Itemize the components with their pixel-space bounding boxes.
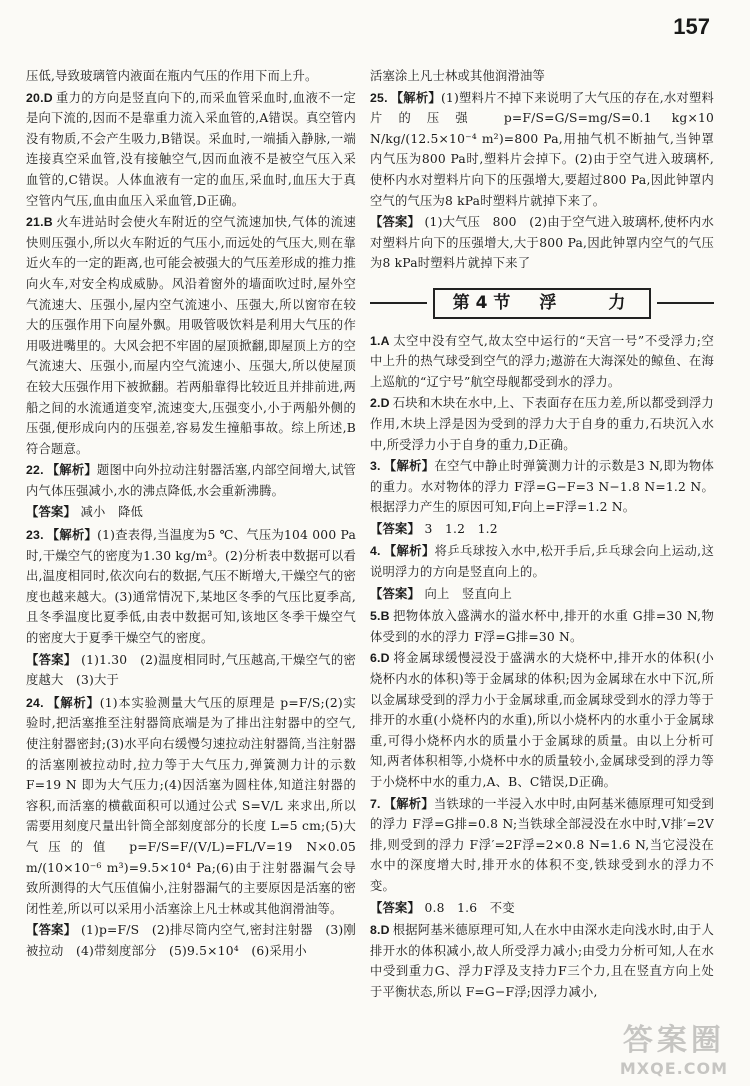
right-column (370, 66, 714, 1004)
body-text: 题图中向外拉动注射器活塞,内部空间增大,试管内气体压强减小,水的沸点降低,水会重新沸腾。 (26, 463, 356, 498)
answer-line (370, 584, 714, 605)
page-number: 157 (673, 14, 710, 39)
answer-tag: 【答案】 (370, 585, 425, 601)
question-item (26, 88, 356, 212)
question-number: 4. (370, 544, 381, 559)
question-number: 2.D (370, 396, 390, 411)
body-text: 石块和木块在水中,上、下表面存在压力差,所以都受到浮力作用,木块上浮是因为受到的浮力大于自身的重力,石块沉入水中,所受浮力小于自身的重力,D正确。 (370, 396, 714, 452)
question-number: 25. (370, 90, 388, 105)
watermark-url: MXQE.COM (619, 1059, 728, 1078)
right-column-bottom (370, 331, 714, 1003)
question-item (26, 693, 356, 920)
question-number: 21.B (26, 215, 53, 230)
watermark-logo (620, 1015, 728, 1078)
answer-line (370, 212, 714, 274)
body-text: 太空中没有空气,故太空中运行的“天宫一号”不受浮力;空中上升的热气球受到空气的浮力;遨游在大海深处的鲸鱼、在海上巡航的“辽宁号”航空母舰都受到水的浮力。 (370, 333, 714, 389)
body-text: 重力的方向是竖直向下的,而采血管采血时,血液不一定是向下流的,因而不是靠重力流入采血管的,A错误。真空管内没有物质,不会产生吸力,B错误。采血时,一端插入静脉,一端连接真空采血管,没有接触空气,因而血液不是被空气压入采血管的,C错误。人体血液有一定的血压,采血时,血压大于真空管内气压,血由血压入采血管,D正确。 (26, 90, 356, 208)
body-text: 将金属球缓慢浸没于盛满水的大烧杯中,排开水的体积(小烧杯内水的体积)等于金属球的体积;因为金属球在水中下沉,所以金属球受到的浮力小于金属球重,而金属球受到水的浮力等于排开的水重(小烧杯内的水重),所以小烧杯内的水重小于金属球重,可得小烧杯内水的质量小于金属球的质量。由以上分析可知,两者体积相等,小烧杯中水的质量较小,金属球受到的浮力等于小烧杯中水的重力,A、B、C错误,D正确。 (370, 651, 714, 789)
question-item (370, 456, 714, 518)
body-text: 把物体放入盛满水的溢水杯中,排开的水重 G排=30 N,物体受到的水的浮力 F浮=G排=30 N。 (370, 609, 714, 644)
body-text: 根据阿基米德原理可知,人在水中由深水走向浅水时,由于人排开水的体积减小,故人所受浮力减小;由受力分析可知,人在水中受到重力G、浮力F浮及支持力F三个力,且在竖直方向上处于平衡状态,所以 F=G−F浮;因浮力减小, (370, 923, 714, 999)
question-item (26, 66, 356, 87)
question-item (370, 88, 714, 212)
answer-tag: 【答案】 (370, 899, 425, 915)
section-rule-left (370, 302, 427, 304)
body-text: 活塞涂上凡士林或其他润滑油等 (370, 69, 545, 83)
section-header (370, 288, 714, 319)
body-text: 火车进站时会使火车附近的空气流速加快,气体的流速快则压强小,所以火车附近的气压小,而远处的气压大,则在靠近火车的一定的距离,也可能会被强大的气压差形成的推力推向火车,对安全构成威胁。风沿着窗外的墙面吹过时,屋外空气流速大、压强小,屋内空气流速小、压强大,所以窗帘在较大的压强作用下向屋外飘。用吸管吸饮料是利用大气压的作用吸进嘴里的。大风会把不牢固的屋顶掀翻,即屋顶上方的空气流速大、压强小,而屋内空气流速小、压强大,所以使屋顶在较大压强作用下被掀翻。若两船靠得比较近且并排前进,两船之间的水流通道变窄,流速变大,压强变小,小于两船外侧的压强,便形成向内的压强差,容易发生撞船事故。综上所述,B符合题意。 (26, 215, 356, 456)
question-number: 3. (370, 459, 381, 474)
answer-tag: 【答案】 (370, 520, 425, 536)
body-text: (1)1.30 (2)温度相同时,气压越高,干燥空气的密度越大 (3)大于 (26, 652, 356, 688)
body-text: (1)查表得,当温度为5 ℃、气压为104 000 Pa时,干燥空气的密度为1.30 kg/m³。(2)分析表中数据可以看出,温度相同时,依次向右的数据,气压不断增大,干燥空气的密度也越来越大。(3)通常情况下,某地区冬季的气压比夏季高,且冬季温度比夏季低,由表中数据可知,该地区冬季干燥空气的密度大于夏季干燥空气的密度。 (26, 528, 356, 646)
answer-line (370, 898, 714, 919)
question-number: 20.D (26, 90, 53, 105)
body-text: (1)p=F/S (2)排尽筒内空气,密封注射器 (3)刚被拉动 (4)带刻度部分 (5)9.5×10⁴ (6)采用小 (26, 923, 356, 958)
analysis-tag: 【解析】 (46, 694, 100, 710)
body-text: (1)塑料片不掉下来说明了大气压的存在,水对塑料片的压强 p=F/S=G/S=mg/S=0.1 kg×10 N/kg/(12.5×10⁻⁴ m²)=800 Pa,用抽气机不断抽气,当钟罩内气压为800 Pa时,塑料片会掉下。(2)由于空气进入玻璃杯,使杯内水对塑料片向下的压强增大,要超过800 Pa,因此钟罩内空气的气压为8 kPa时塑料片就掉下来了。 (370, 90, 714, 208)
question-item (370, 541, 714, 582)
question-number: 1.A (370, 333, 390, 348)
body-text: (1)本实验测量大气压的原理是 p=F/S;(2)实验时,把活塞推至注射器筒底端是为了排出注射器中的空气,使注射器密封;(3)水平向右缓慢匀速拉动注射器筒,当注射器的活塞刚被拉动时,拉力等于大气压力,弹簧测力计的示数 F=19 N 即为大气压力;(4)因活塞为圆柱体,知道注射器的容积,而活塞的横截面积可以通过公式 S=V/L 来求出,所以需要用刻度尺量出针筒全部刻度部分的长度 L=5 cm;(5)大气压的值 p=F/S=F/(V/L)=FL/V=19 N×0.05 m/(10×10⁻⁶ m³)=9.5×10⁴ Pa;(6)由于注射器漏气会导致所测得的大气压值偏小,注射器漏气的主要原因是活塞的密闭性差,所以可以采用小活塞涂上凡士林或其他润滑油等。 (26, 695, 356, 916)
question-item (370, 66, 714, 87)
answer-line (26, 502, 356, 523)
body-text: 0.8 1.6 不变 (424, 900, 515, 915)
right-column-top (370, 66, 714, 274)
answer-tag: 【答案】 (370, 214, 425, 230)
analysis-tag: 【解析】 (390, 89, 441, 105)
analysis-tag: 【解析】 (46, 462, 97, 478)
body-text: 减小 降低 (80, 505, 143, 520)
analysis-tag: 【解析】 (383, 458, 435, 474)
question-item (26, 460, 356, 501)
question-item (26, 525, 356, 649)
body-text: 压低,导致玻璃管内液面在瓶内气压的作用下而上升。 (26, 69, 318, 83)
question-number: 8.D (370, 923, 390, 938)
answer-line (370, 519, 714, 540)
section-title: 第4节 浮 力 (433, 288, 652, 319)
answer-tag: 【答案】 (26, 651, 82, 667)
question-item (370, 331, 714, 393)
body-text: 3 1.2 1.2 (424, 521, 498, 536)
question-item (370, 606, 714, 647)
question-item (370, 794, 714, 897)
question-item (370, 648, 714, 792)
body-text: 将乒乓球按入水中,松开手后,乒乓球会向上运动,这说明浮力的方向是竖直向上的。 (370, 544, 714, 580)
question-number: 6.D (370, 651, 390, 666)
question-item (370, 393, 714, 455)
body-text: 向上 竖直向上 (424, 586, 512, 601)
left-column (26, 66, 356, 964)
analysis-tag: 【解析】 (46, 527, 98, 543)
question-item (26, 212, 356, 459)
question-number: 23. (26, 528, 44, 543)
body-text: 当铁球的一半浸入水中时,由阿基米德原理可知受到的浮力 F浮=G排=0.8 N;当铁球全部浸没在水中时,V排′=2V排,则受到的浮力 F浮′=2F浮=2×0.8 N=1.6 N,当它浸没在水中的深度增大时,排开水的体积不变,铁球受到水的浮力不变。 (370, 796, 714, 893)
answer-tag: 【答案】 (26, 504, 81, 520)
section-rule-right (657, 302, 714, 304)
analysis-tag: 【解析】 (383, 543, 435, 559)
analysis-tag: 【解析】 (383, 795, 434, 811)
body-text: (1)大气压 800 (2)由于空气进入玻璃杯,使杯内水对塑料片向下的压强增大,大于800 Pa,因此钟罩内空气的气压为8 kPa时塑料片就掉下来了 (370, 215, 714, 271)
answer-line (26, 650, 356, 691)
question-number: 22. (26, 463, 44, 478)
body-text: 在空气中静止时弹簧测力计的示数是3 N,即为物体的重力。水对物体的浮力 F浮=G−F=3 N−1.8 N=1.2 N。根据浮力产生的原因可知,F向上=F浮=1.2 N。 (370, 459, 714, 515)
answer-tag: 【答案】 (26, 922, 81, 938)
watermark-text: 答案圈 (622, 1023, 725, 1058)
question-number: 7. (370, 796, 381, 811)
question-number: 5.B (370, 609, 390, 624)
answer-line (26, 920, 356, 961)
question-number: 24. (26, 695, 44, 710)
question-item (370, 920, 714, 1002)
